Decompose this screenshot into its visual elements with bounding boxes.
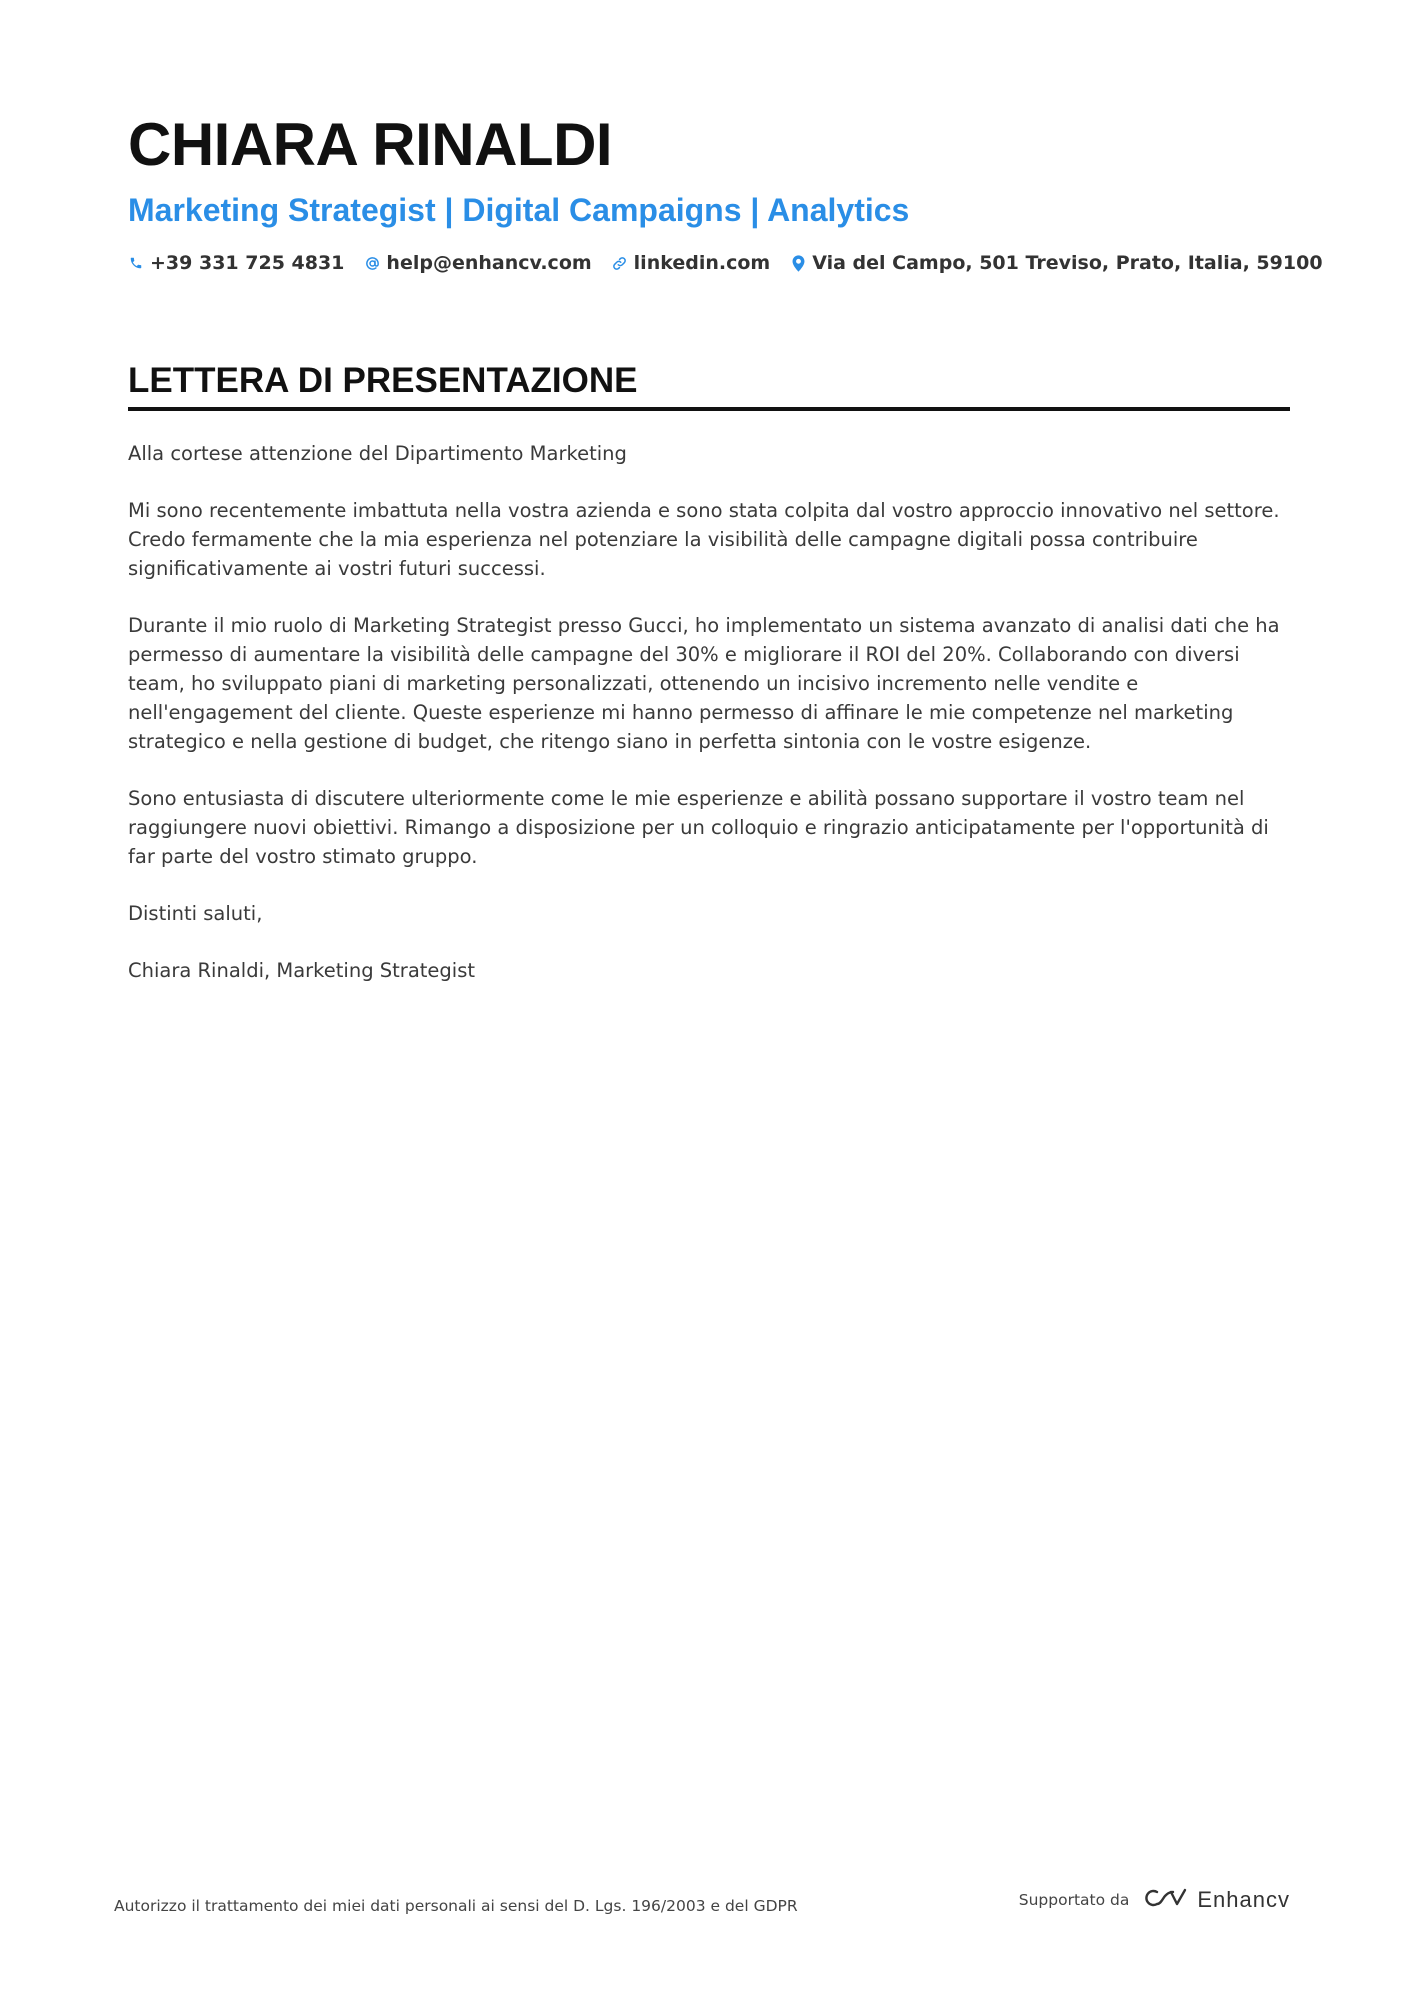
paragraph-1: Mi sono recentemente imbattuta nella vostra azienda e sono stata colpita dal vostro approccio innovativo nel settore. Credo fermamente che la mia esperienza nel potenziare la visibilità delle campagne digitali possa contribuire significativamente ai vostri futuri successi. [128,499,1280,580]
contact-address [790,250,1322,276]
section-title: LETTERA DI PRESENTAZIONE [128,359,1290,411]
enhancv-logo-icon [1141,1886,1187,1914]
powered-by [1019,1886,1290,1914]
letter-body [128,439,1290,985]
email-link[interactable]: help@enhancv.com [386,252,592,274]
candidate-name: CHIARA RINALDI [128,111,613,178]
address-text: Via del Campo, 501 Treviso, Prato, Italia, 59100 [812,252,1323,274]
salutation: Alla cortese attenzione del Dipartimento Marketing [128,442,627,465]
link-icon [612,254,628,272]
candidate-subtitle: Marketing Strategist | Digital Campaigns | Analytics [128,192,910,228]
privacy-note: Autorizzo il trattamento dei miei dati personali ai sensi del D. Lgs. 196/2003 e del GDPR [114,1897,798,1915]
enhancv-brand: Enhancv [1197,1887,1290,1912]
phone-icon [128,254,144,272]
contact-email[interactable] [364,250,591,276]
powered-by-label: Supportato da [1018,1891,1130,1909]
at-icon [364,254,380,272]
location-pin-icon [790,254,806,272]
contact-bar [128,250,1323,276]
paragraph-2: Durante il mio ruolo di Marketing Strategist presso Gucci, ho implementato un sistema avanzato di analisi dati che ha permesso di aumentare la visibilità delle campagne del 30% e migliorare il ROI del 20%. Collaborando con diversi team, ho sviluppato piani di marketing personalizzati, ottenendo un incisivo incremento nelle vendite e nell'engagement del cliente. Queste esperienze mi hanno permesso di affinare le mie competenze nel marketing strategico e nella gestione di budget, che ritengo siano in perfetta sintonia con le vostre esigenze. [128,614,1280,753]
signature: Chiara Rinaldi, Marketing Strategist [128,959,476,982]
contact-linkedin[interactable] [612,250,771,276]
cover-letter-page [128,110,1323,1013]
paragraph-3: Sono entusiasta di discutere ulteriormente come le mie esperienze e abilità possano supportare il vostro team nel raggiungere nuovi obiettivi. Rimango a disposizione per un colloquio e ringrazio anticipatamente per l'opportunità di far parte del vostro stimato gruppo. [128,787,1269,868]
contact-phone [128,250,344,276]
phone-text: +39 331 725 4831 [150,252,345,274]
closing: Distinti saluti, [128,902,263,925]
linkedin-link[interactable]: linkedin.com [633,252,771,274]
